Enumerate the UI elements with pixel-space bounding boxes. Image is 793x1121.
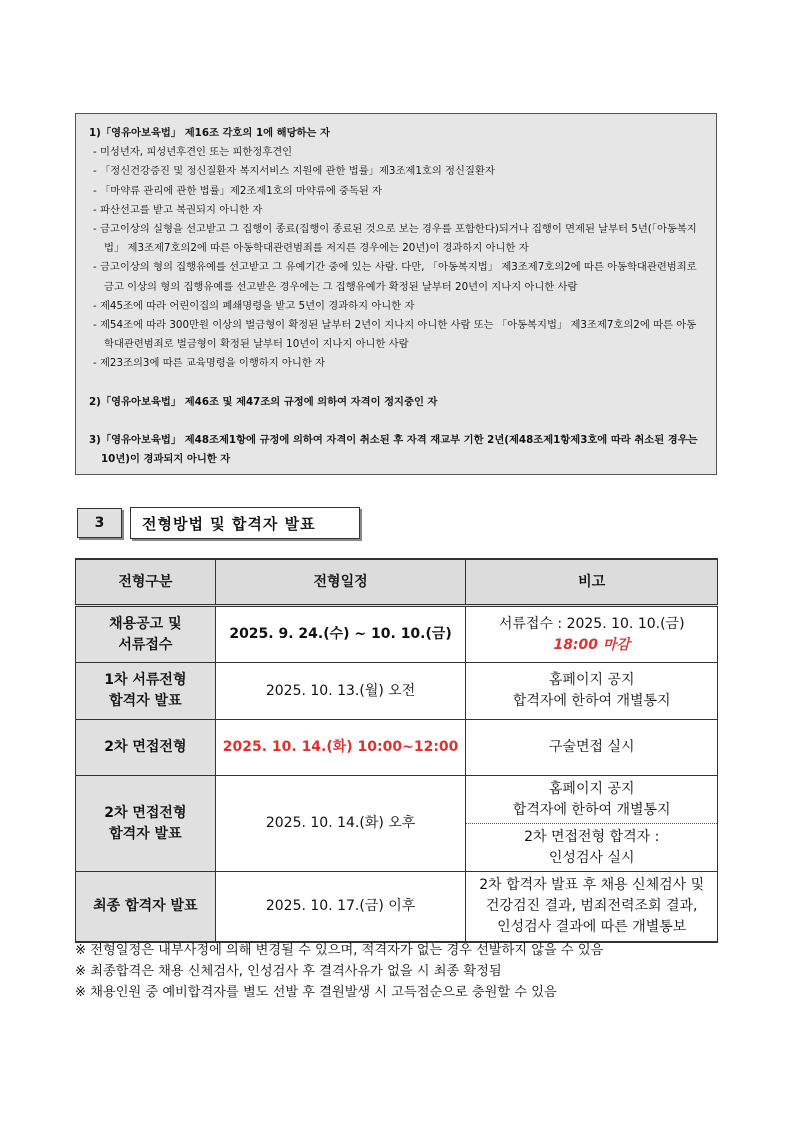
- table-header-row: [76, 559, 718, 606]
- disqualification-item: - 제54조에 따라 300만원 이상의 벌금형이 확정된 날부터 2년이 지나지 아니한 사람 또는 「아동복지법」 제3조제7호의2에 따른 아동학대관련범죄로 벌금형이 확정된 날부터 10년이 지나지 아니한 사람: [93, 319, 697, 351]
- disqualification-item: - 제45조에 따라 어린이집의 폐쇄명령을 받고 5년이 경과하지 아니한 자: [93, 299, 415, 312]
- row-category: 채용공고 및 서류접수: [76, 606, 216, 663]
- disqualification-heading-3: 3)「영유아보육법」 제48조제1항에 규정에 의하여 자격이 취소된 후 자격 재교부 기한 2년(제48조제1항제3호에 따라 취소된 경우는 10년)이 경과되지 아니한 자: [89, 433, 698, 466]
- disqualification-item: - 금고이상의 실형을 선고받고 그 집행이 종료(집행이 종료된 것으로 보는 경우를 포함한다)되거나 집행이 면제된 날부터 5년(「아동복지법」 제3조제7호의2에 따른 아동학대관련범죄를 저지른 경우에는 20년)이 경과하지 아니한 자: [93, 223, 697, 255]
- row-category: 2차 면접전형: [76, 720, 216, 776]
- section-title: 전형방법 및 합격자 발표: [130, 507, 360, 539]
- disqualification-item: - 제23조의3에 따른 교육명령을 이행하지 아니한 자: [93, 357, 325, 370]
- row-note: 2차 면접전형 합격자 : 인성검사 실시: [466, 824, 718, 872]
- table-row: [76, 872, 718, 942]
- disqualification-item: - 금고이상의 형의 집행유예를 선고받고 그 유예기간 중에 있는 사람. 다만, 「아동복지법」 제3조제7호의2에 따른 아동학대관련범죄로 금고 이상의 형의 집행유예를 선고받은 경우에는 그 집행유예가 확정된 날부터 20년이 지나지 아니한 사람: [93, 261, 697, 293]
- disqualification-heading-2: 2)「영유아보육법」 제46조 및 제47조의 규정에 의하여 자격이 정지중인 자: [89, 395, 438, 408]
- section-number: 3: [77, 508, 122, 538]
- row-schedule: 2025. 10. 14.(화) 오후: [215, 776, 466, 872]
- table-row: [76, 776, 718, 824]
- row-category: 2차 면접전형 합격자 발표: [76, 776, 216, 872]
- table-row: [76, 606, 718, 663]
- row-schedule: 2025. 10. 13.(월) 오전: [215, 663, 466, 720]
- table-row: [76, 663, 718, 720]
- row-schedule: 2025. 10. 14.(화) 10:00~12:00: [215, 720, 466, 776]
- table-row: [76, 720, 718, 776]
- disqualification-item: - 「마약류 관리에 관한 법률」제2조제1호의 마약류에 중독된 자: [93, 184, 383, 197]
- row-schedule: 2025. 10. 17.(금) 이후: [215, 872, 466, 942]
- footnote: ※ 최종합격은 채용 신체검사, 인성검사 후 결격사유가 없을 시 최종 확정됨: [75, 964, 502, 979]
- row-category: 1차 서류전형 합격자 발표: [76, 663, 216, 720]
- deadline-text: 18:00 마감: [553, 636, 630, 653]
- row-category: 최종 합격자 발표: [76, 872, 216, 942]
- row-note: 홈페이지 공지 합격자에 한하여 개별통지: [466, 776, 718, 824]
- header-category: 전형구분: [76, 559, 216, 606]
- row-schedule: 2025. 9. 24.(수) ~ 10. 10.(금): [215, 606, 466, 663]
- schedule-table: [75, 558, 718, 943]
- header-schedule: 전형일정: [215, 559, 466, 606]
- disqualification-item: - 파산선고를 받고 복권되지 아니한 자: [93, 203, 263, 216]
- row-note: 홈페이지 공지 합격자에 한하여 개별통지: [466, 663, 718, 720]
- footnote: ※ 전형일정은 내부사정에 의해 변경될 수 있으며, 적격자가 없는 경우 선발하지 않을 수 있음: [75, 943, 604, 958]
- disqualification-item: - 「정신건강증진 및 정신질환자 복지서비스 지원에 관한 법률」제3조제1호의 정신질환자: [93, 165, 495, 178]
- disqualification-heading-1: 1)「영유아보육법」 제16조 각호의 1에 해당하는 자: [89, 127, 330, 139]
- row-note: 서류접수 : 2025. 10. 10.(금) 18:00 마감: [466, 606, 718, 663]
- footnote: ※ 채용인원 중 예비합격자를 별도 선발 후 결원발생 시 고득점순으로 충원할 수 있음: [75, 985, 557, 1000]
- row-note: 구술면접 실시: [466, 720, 718, 776]
- footnotes: [75, 940, 603, 1003]
- disqualification-item: - 미성년자, 피성년후견인 또는 피한정후견인: [93, 146, 293, 159]
- row-note: 2차 합격자 발표 후 채용 신체검사 및 건강검진 결과, 범죄전력조회 결과, 인성검사 결과에 따른 개별통보: [466, 872, 718, 942]
- header-note: 비고: [466, 559, 718, 606]
- disqualification-box: [75, 113, 717, 475]
